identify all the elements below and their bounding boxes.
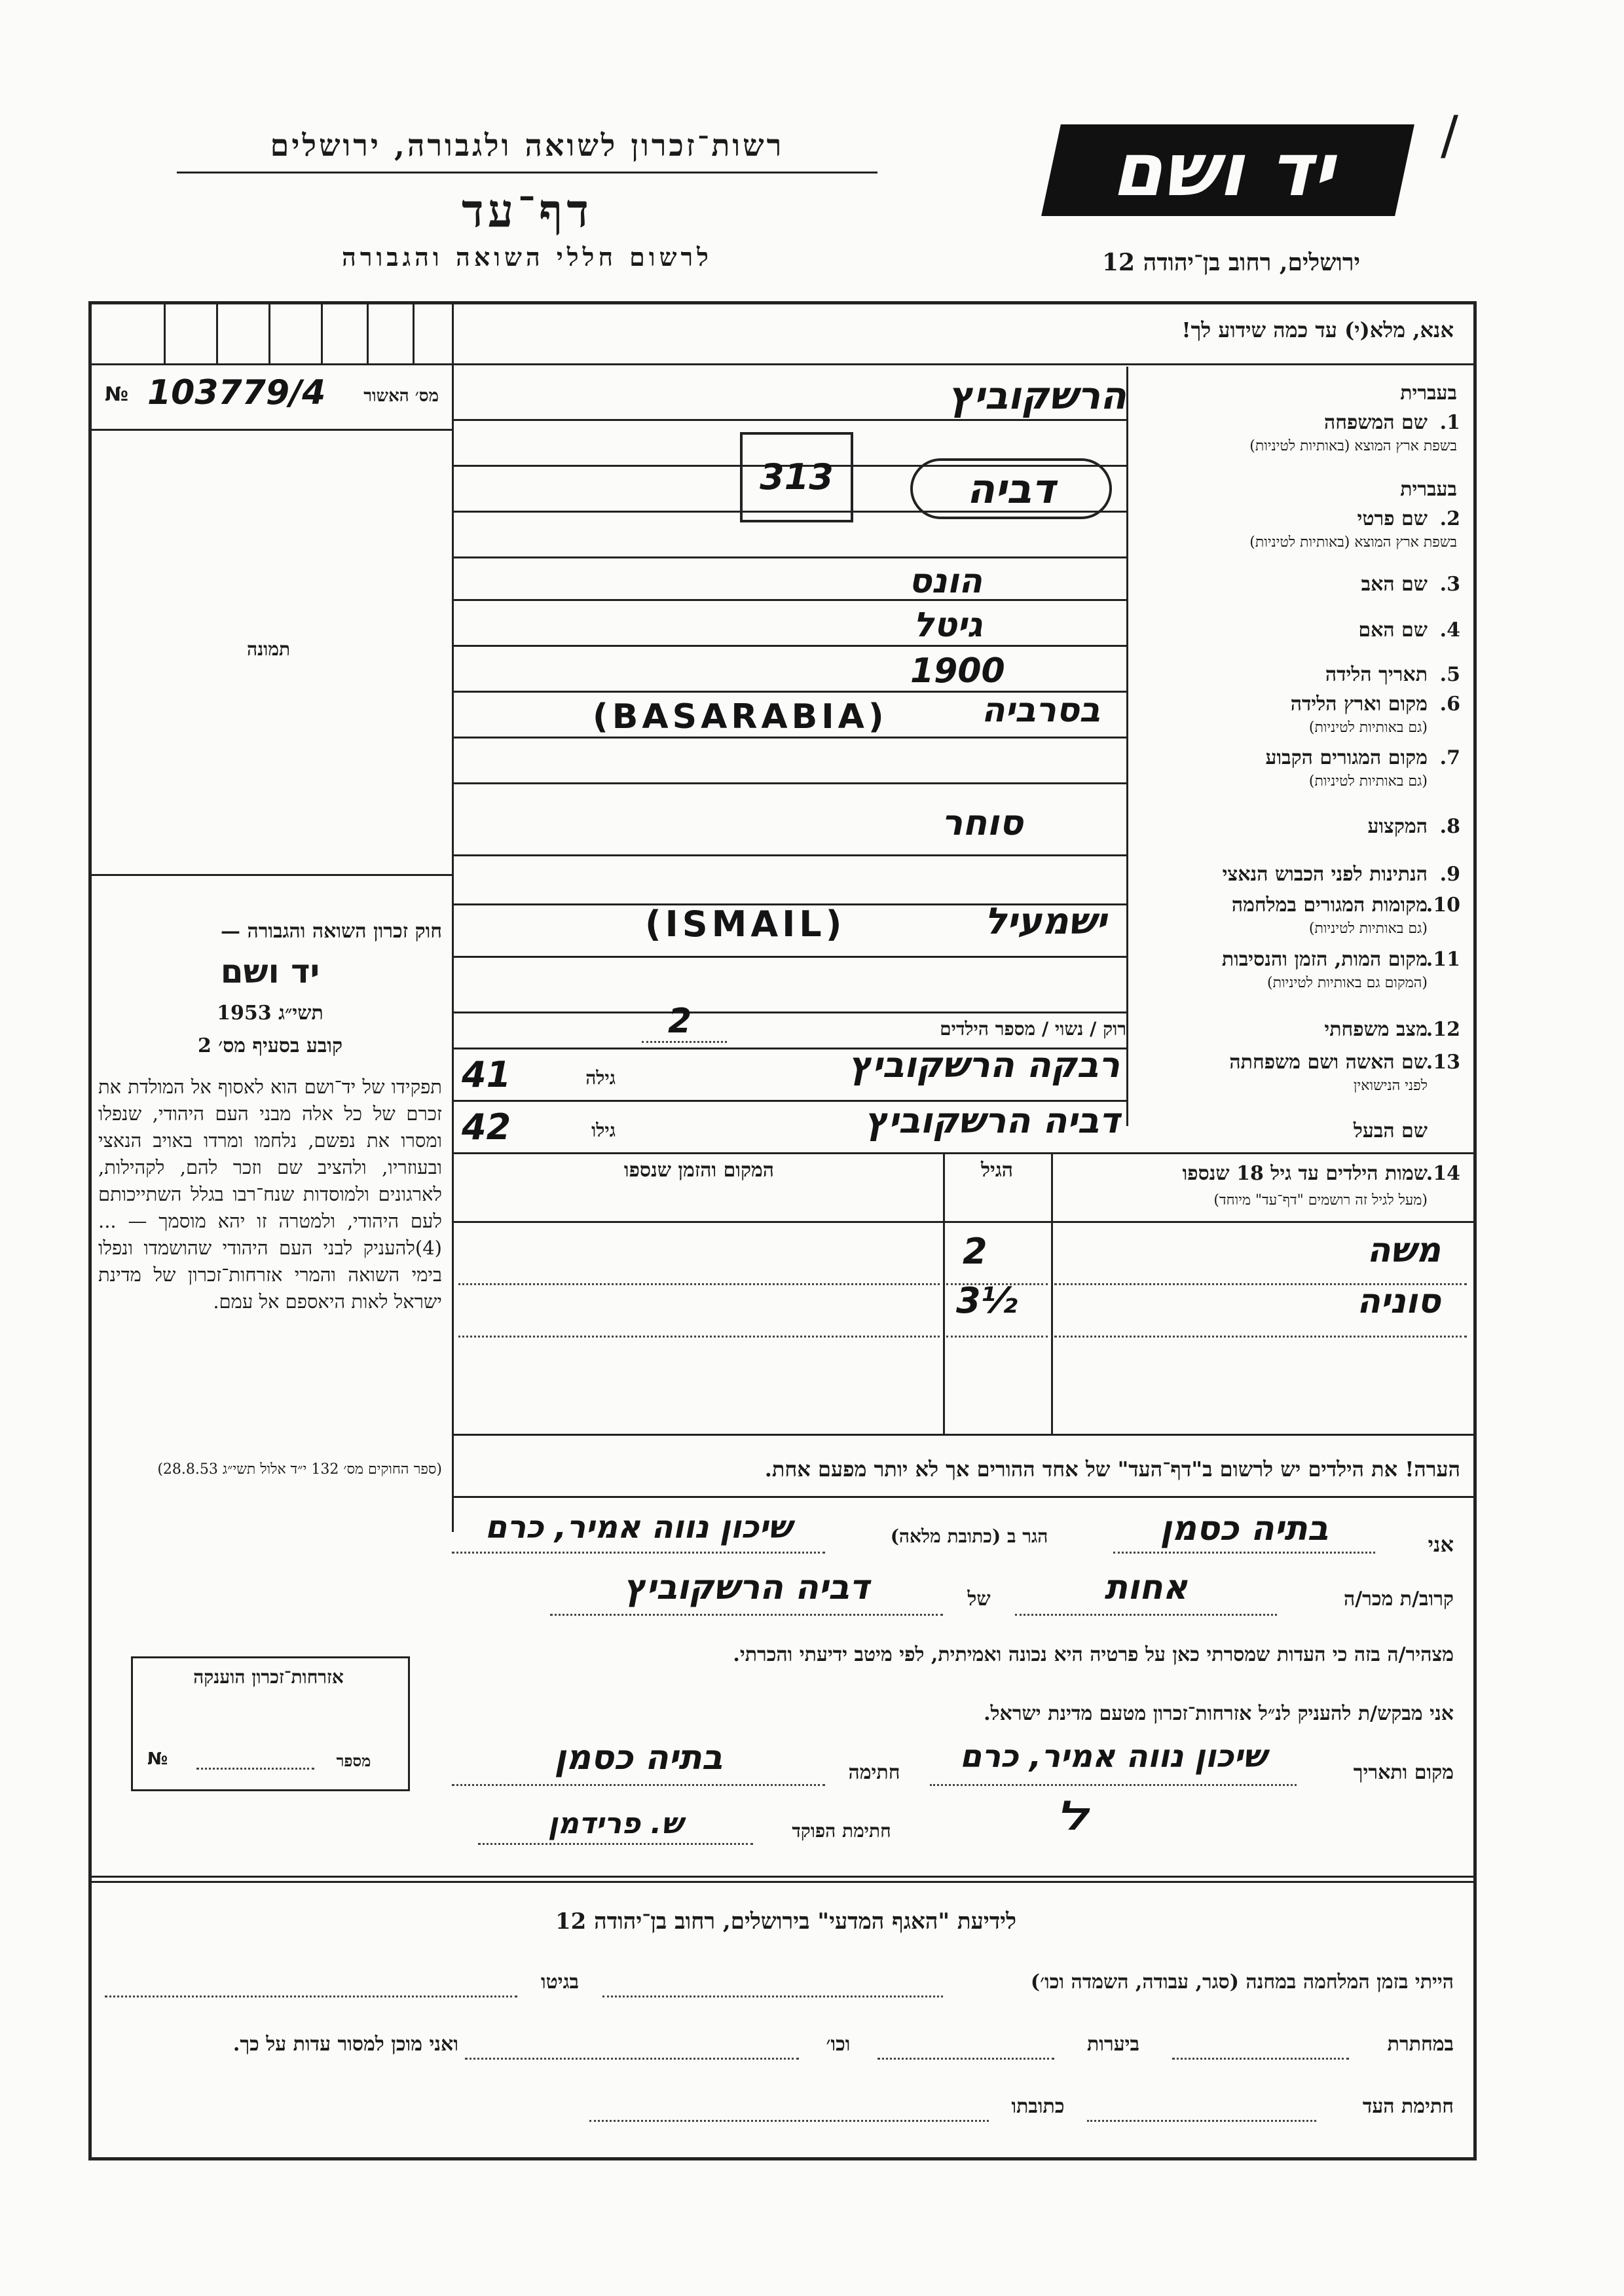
citizenship-number-label: מספר [336,1751,371,1770]
law-name: יד ושם [220,953,320,991]
wife-age: 41 [462,1054,511,1095]
field-1-num: 1. [1439,411,1460,434]
decl-official-label: חתימת הפוקד [792,1820,891,1842]
field-6-label: מקום וארץ הלידה [1290,693,1428,716]
value-name-extra-box [740,432,853,522]
citizenship-box-title: אזרחות־זכרון הוענקה [193,1666,344,1688]
field-5-label: תאריך הלידה [1325,663,1428,686]
children-age-header: הגיל [980,1159,1014,1182]
decl-relative-value: אחות [1104,1568,1188,1607]
field-11-label: מקום המות, הזמן והנסיבות [1221,948,1428,971]
decl-of-label: של [967,1588,991,1611]
field-7-num: 7. [1439,746,1460,769]
value-children-count: 2 [668,1002,692,1041]
value-mother-name: גיטל [913,606,982,645]
approval-number: 103779/4 [147,373,326,412]
decl-resides-label: הגר ב (כתובת מלאה) [890,1525,1048,1547]
value-father-name: הונס [908,562,982,601]
child-1-name: משה [1367,1231,1441,1270]
decl-resides-value: שיכון נווה אמיר, כרם [485,1509,792,1546]
value-birth-date: 1900 [910,651,1005,691]
field-9-label: הנתינות לפני הכבוש הנאצי [1222,863,1428,886]
field-1-sub: בשפת ארץ המוצא (באותיות לטיניות) [1249,438,1457,454]
field-10-sub: (גם באותיות לטיניות) [1308,920,1428,937]
decl-statement: מצהיר/ה בזה כי העדות שמסרתי כאן על פרטיה היא נכונה ואמיתית, לפי מיטב ידיעתי והכרתי. [733,1643,1454,1666]
field-13-label: שם האשה ושם משפחתה [1229,1051,1428,1074]
decl-request: אני מבקש/ת להעניק לנ״ל אזרחות־זכרון מטעם מדינת ישראל. [984,1702,1454,1725]
field-3-label: שם האב [1361,573,1428,596]
decl-i-value: בתיה כסמן [1160,1509,1329,1548]
address: ירושלים, רחוב בן־יהודה 12 [1101,249,1361,276]
law-title: חוק זכרון השואה והגבורה — [221,920,442,943]
child-2-name: סוניה [1357,1282,1441,1321]
field-4-label: שם האם [1358,619,1428,642]
field-8-label: המקצוע [1367,815,1428,838]
value-wartime-place-latin: (ISMAIL) [645,903,846,945]
value-profession: סוחר [941,802,1024,843]
value-birth-place-latin: (BASARABIA) [593,697,888,737]
field-2-label: שם פרטי [1357,507,1428,530]
husband-label: שם הבעל [1353,1120,1428,1142]
field-13-num: 13. [1426,1051,1460,1074]
decl-signature-label: חתימה [848,1761,900,1784]
field-10-num: 10. [1426,894,1460,917]
children-title: שמות הילדים עד גיל 18 שנספו [1182,1162,1428,1185]
citizenship-number-symbol: № [147,1749,168,1769]
footer-line1-b: בגיטו [540,1971,580,1994]
footer-line2-a: במחתרת [1387,2033,1454,2056]
decl-of-value: דביה הרשקוביץ [623,1568,870,1607]
footer-line2-b: ביערות [1086,2033,1139,2056]
footer-line2-c: וכו׳ [826,2033,851,2056]
form-title: דף־עד [461,183,593,238]
child-1-age: 2 [963,1231,987,1272]
footer-line1-a: הייתי בזמן המלחמה במחנה (סגר, עבודה, השמדה וכו׳) [1030,1971,1454,1994]
field-4-num: 4. [1439,619,1460,642]
law-text: תפקידו של יד־ושם הוא לאסוף אל המולדת את זכרם של כל אלה מבני העם היהודי, שנפלו ומסרו את נפשם, נלחמו ומרדו באויב הנאצי ובעוזריו, ולהציב שם וזכר להם, לקהילות, לארגונים ולמוסדות שנח־רבו בגלל השתייכותם לעם היהודי, ולמטרה זו יהא מוסמך — ...(4)להעניק לבני העם היהודי שהושמדו ונפלו בימי השואה והמרי אזרחות־זכרון של מדינת ישראל לאות היאספם אל עמם. [98,1076,442,1313]
logo-text: יד ושם [1107,128,1348,213]
corner-mark: / [1441,105,1458,166]
field-5-num: 5. [1439,663,1460,686]
value-husband-name: דביה הרשקוביץ [864,1100,1120,1141]
marital-options: רוק / נשוי / מספר הילדים [940,1018,1126,1040]
field-2-num: 2. [1439,507,1460,530]
decl-place-date-label: מקום ותאריך [1353,1761,1454,1784]
husband-age: 42 [462,1106,511,1148]
law-year: תשי״ג 1953 [217,1002,323,1025]
field-8-num: 8. [1439,815,1460,838]
field-11-sub: (המקום גם באותיות לטיניות) [1267,975,1428,991]
value-wartime-place: ישמעיל [984,900,1107,943]
footer-line2-d: ואני מוכן למסור עדות על כך. [232,2033,458,2056]
approval-no-symbol: № [105,383,129,406]
authority-name: רשות־זכרון לשואה ולגבורה, ירושלים [270,128,784,163]
decl-official-mark: ﬥ [1057,1794,1091,1840]
children-num: 14. [1426,1162,1460,1185]
field-1-label: שם המשפחה [1323,411,1428,434]
value-family-name: הרשקוביץ [948,373,1126,418]
value-wife-name: רבקה הרשקוביץ [849,1044,1120,1085]
field-12-label: מצב משפחתי [1324,1018,1428,1041]
field-2-sub: בשפת ארץ המוצא (באותיות לטיניות) [1249,534,1457,551]
children-subtitle: (מעל לגיל זה רושמים "דף־עד" מיוחד) [1213,1192,1428,1209]
children-place-header: המקום והזמן שנספו [623,1159,775,1182]
field-1-side: בעברית [1400,382,1457,405]
form-intro: אנא, מלא(י) עד כמה שידוע לך! [1181,318,1454,342]
field-10-label: מקומות המגורים במלחמה [1231,894,1428,917]
footer-line3-a: חתימת העד [1362,2095,1454,2118]
wife-age-label: גילה [585,1067,616,1089]
decl-official-value: ש. פרידמן [547,1807,684,1840]
yad-vashem-logo [1041,124,1414,216]
decl-i-label: אני [1428,1532,1454,1557]
law-source: (ספר החוקים מס׳ 132 י״ד אלול תשי״ג 28.8.53) [157,1461,442,1478]
approval-label: מס׳ האשור [363,386,439,406]
field-6-num: 6. [1439,693,1460,716]
value-birth-place: בסרביה [981,691,1100,730]
decl-place-date-value: שיכון נווה אמיר, כרם [959,1738,1267,1775]
field-13-sub: לפני הנישואין [1353,1078,1428,1094]
note: הערה! את הילדים יש לרשום ב"דף־העד" של אחד ההורים אך לא יותר מפעם אחת. [764,1457,1460,1482]
form-subtitle: לרשום חללי השואה והגבורה [342,242,712,272]
husband-age-label: גילו [591,1120,616,1141]
footer-title: לידיעת "האגף המדעי" בירושלים, רחוב בן־יהודה 12 [555,1908,1016,1935]
field-6-sub: (גם באותיות לטיניות) [1308,720,1428,736]
field-3-num: 3. [1439,573,1460,596]
field-11-num: 11. [1426,948,1460,971]
child-2-age: 3½ [956,1280,1018,1321]
field-2-side: בעברית [1400,478,1457,501]
footer-line3-b: כתובתו [1011,2095,1065,2118]
decl-signature-value: בתיה כסמן [554,1738,723,1777]
decl-relative-label: קרוב/ת מכר/ה [1343,1588,1454,1611]
photo-label: תמונה [246,638,291,660]
field-12-num: 12. [1426,1018,1460,1041]
value-name-extra: 313 [760,456,834,498]
field-7-sub: (גם באותיות לטיניות) [1308,773,1428,790]
field-7-label: מקום המגורים הקבוע [1265,746,1428,769]
value-first-name: דביה [910,458,1112,519]
field-9-num: 9. [1439,863,1460,886]
law-clause: קובע בסעיף מס׳ 2 [197,1034,343,1057]
